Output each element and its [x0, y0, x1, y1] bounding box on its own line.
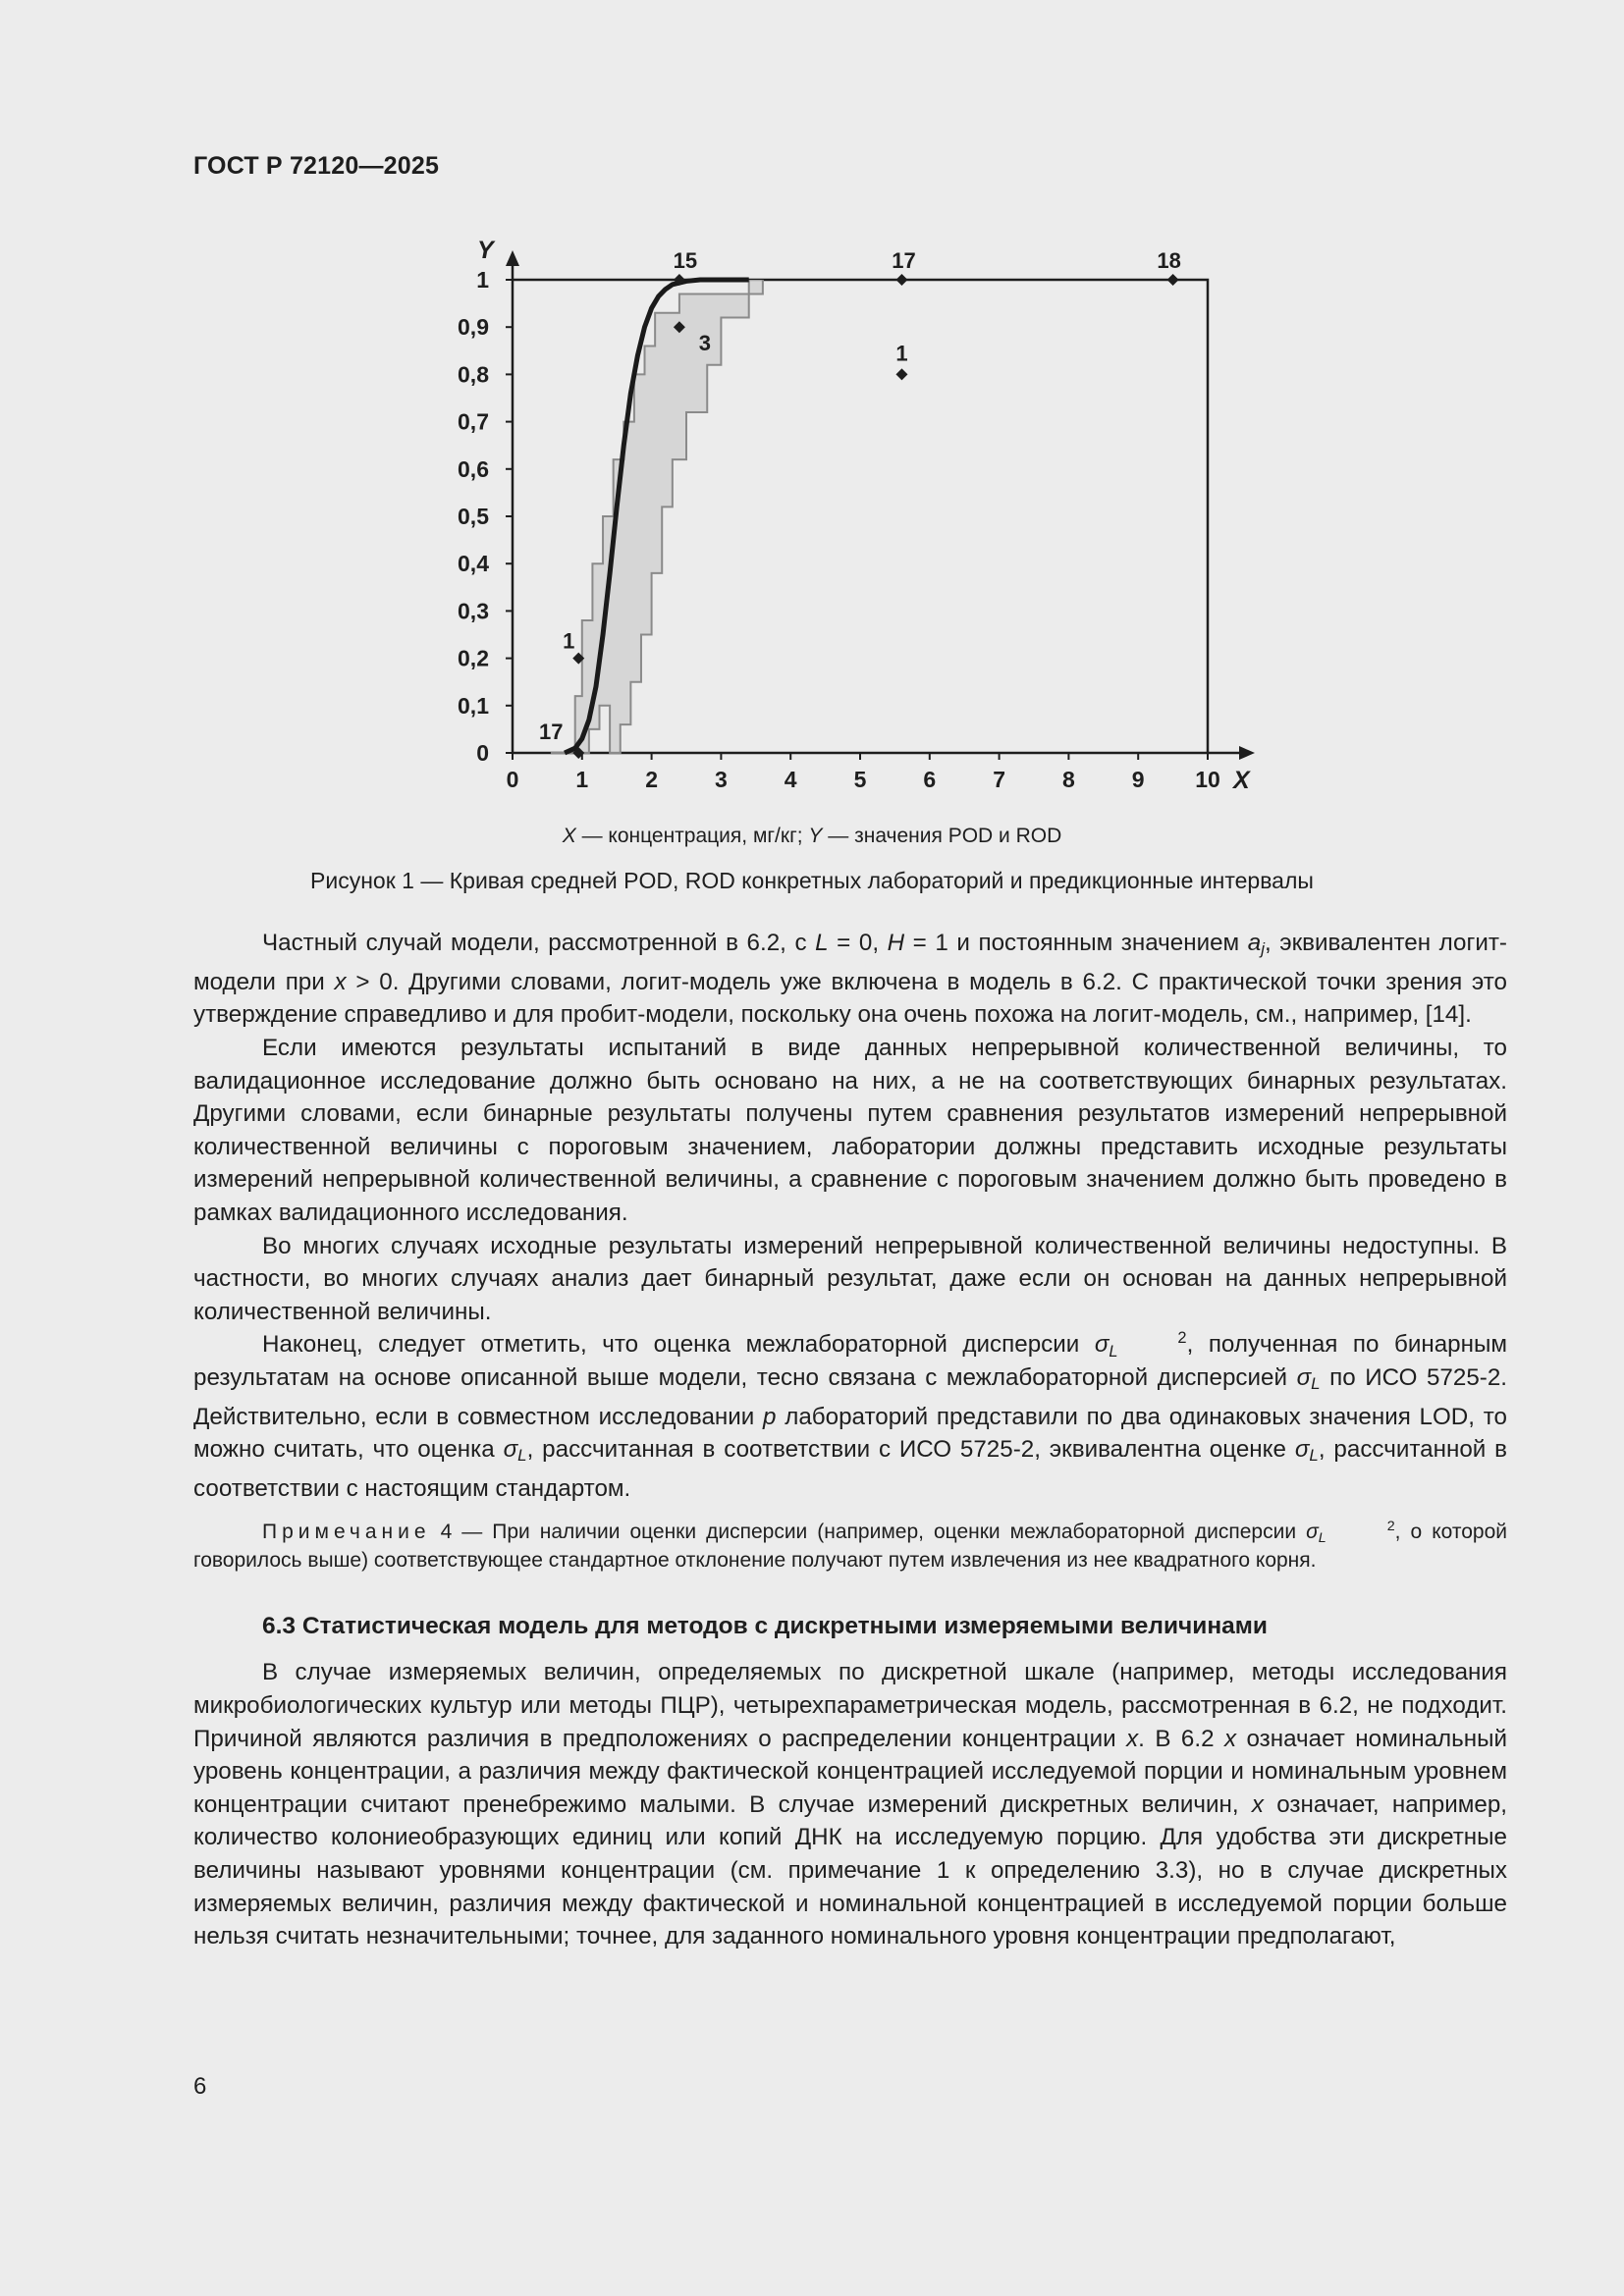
figure-legend: [0, 825, 1624, 848]
x-tick-label: 5: [853, 767, 867, 792]
rod-point: [895, 368, 907, 380]
note-label: Примечание: [262, 1520, 431, 1543]
symbol-x: x: [1251, 1790, 1264, 1818]
x-tick-label: 3: [715, 767, 728, 792]
subscript-L: L: [517, 1446, 527, 1466]
y-tick-label: 0,3: [458, 598, 489, 624]
x-tick-label: 9: [1131, 767, 1145, 792]
paragraph-3: Во многих случаях исходные результаты измерений непрерывной количественной величины недоступны. В частности, во многих случаях анализ дает бинарный результат, даже если он основан на данных непрерывной количественной величины.: [193, 1232, 1507, 1325]
x-axis-label: X: [1233, 767, 1250, 794]
text-run: , рассчитанная в соответствии с ИСО 5725-2, эквивалентна оценке: [526, 1436, 1295, 1464]
symbol-a: a: [1247, 930, 1262, 956]
y-tick-label: 0: [476, 740, 489, 766]
rod-point-label: 3: [698, 331, 712, 356]
x-tick-label: 4: [784, 767, 797, 792]
text-run: , рассчитанной в соответствии с настоящим стандартом.: [193, 1436, 1507, 1503]
text-run: означает номинальный уровень концентрации, а различия между фактической концентрацией исследуемой порции и номинальным уровнем концентрации считают пренебрежимо малыми. В случае измерений дискретных величин,: [193, 1725, 1508, 1818]
section-heading: 6.3 Статистическая модель для методов с дискретными измеряемыми величинами: [262, 1612, 1268, 1639]
x-tick-label: 0: [506, 767, 519, 792]
y-tick-label: 0,1: [458, 692, 489, 719]
text-run: Частный случай модели, рассмотренной в 6.2, с: [262, 930, 816, 956]
page-number: 6: [193, 2073, 207, 2100]
y-tick-label: 1: [476, 267, 489, 293]
sup-sub-2-L: [1318, 1518, 1395, 1547]
text-run: , полученная по бинарным результатам на основе описанной выше модели, тесно связана с межлабораторной дисперсией: [193, 1331, 1507, 1391]
text-run: . В 6.2: [1138, 1725, 1224, 1752]
symbol-sigma: σ: [1306, 1520, 1319, 1543]
text-run: > 0. Другими словами, логит-модель уже включена в модель в 6.2. С практической точки зрения это утверждение справедливо и для пробит-модели, поскольку она очень похожа на логит-модель, см., например, [14].: [193, 968, 1507, 1029]
symbol-sigma: σ: [1296, 1363, 1312, 1391]
note-4: [193, 1518, 1507, 1575]
rod-point-label: 1: [563, 628, 575, 654]
x-tick-label: 8: [1062, 767, 1075, 792]
x-axis-arrow: [1239, 746, 1255, 760]
text-run: В случае измеряемых величин, определяемых по дискретной шкале (например, методы исследования микробиологических культур или методы ПЦР), четырехпараметрическая модель, рассмотренная в 6.2, не подходит. Причиной являются различия в предположениях о распределении концентрации: [193, 1659, 1507, 1752]
document-body: [193, 927, 1507, 1953]
symbol-sigma: σ: [1094, 1331, 1110, 1359]
text-run: = 1 и постоянным значением: [904, 930, 1248, 956]
superscript-2: 2: [1386, 1518, 1395, 1534]
text-run: = 0,: [828, 930, 888, 956]
rod-point-label: 15: [673, 248, 698, 273]
rod-point-label: 1: [895, 341, 908, 366]
y-axis-label: Y: [477, 237, 494, 264]
y-tick-label: 0,6: [458, 455, 489, 482]
y-tick-label: 0,8: [458, 361, 489, 388]
subscript-L: L: [1109, 1343, 1118, 1362]
text-run: Наконец, следует отметить, что оценка межлабораторной дисперсии: [262, 1331, 1095, 1359]
paragraph-4: [193, 1328, 1507, 1505]
paragraph-1: [193, 927, 1507, 1032]
y-axis-arrow: [506, 250, 519, 266]
y-tick-label: 0,7: [458, 408, 489, 435]
y-tick-label: 0,2: [458, 645, 489, 671]
symbol-H: H: [887, 930, 905, 956]
sup-sub-2-L: [1109, 1329, 1187, 1362]
legend-y-description: — значения POD и ROD: [822, 825, 1062, 847]
legend-y-symbol: Y: [808, 825, 823, 847]
figure-caption: Рисунок 1 — Кривая средней POD, ROD конкретных лабораторий и предикционные интервалы: [310, 868, 1314, 893]
text-run: , о которой говорилось выше) соответствующее стандартное отклонение получают путем извлечения из нее квадратного корня.: [193, 1520, 1507, 1572]
x-tick-label: 7: [993, 767, 1005, 792]
superscript-2: 2: [1177, 1329, 1187, 1348]
rod-point-label: 18: [1157, 248, 1181, 273]
y-tick-label: 0,9: [458, 314, 489, 341]
symbol-x: x: [1223, 1725, 1237, 1752]
legend-x-description: — концентрация, мг/кг;: [575, 825, 809, 847]
x-tick-label: 2: [645, 767, 658, 792]
symbol-sigma: σ: [503, 1436, 518, 1464]
paragraph-5: [193, 1656, 1507, 1952]
rod-point: [1167, 274, 1179, 286]
pod-chart: [422, 221, 1267, 810]
symbol-p: p: [763, 1403, 777, 1430]
subscript-j: j: [1261, 939, 1265, 959]
text-run: , эквивалентен логит-модели при: [193, 930, 1507, 995]
subscript-L: L: [1318, 1530, 1326, 1547]
rod-point-label: 17: [892, 248, 916, 273]
document-header: ГОСТ Р 72120—2025: [193, 152, 440, 180]
paragraph-2: Если имеются результаты испытаний в виде данных непрерывной количественной величины, то валидационное исследование должно быть основано на них, а не на соответствующих бинарных результатах. Другими словами, если бинарные результаты получены путем сравнения результатов измерений непрерывной количественной величины с пороговым значением, лаборатории должны представить исходные результаты измерений непрерывной количественной величины, а сравнение с пороговым значением должно быть проведено в рамках валидационного исследования.: [193, 1035, 1507, 1226]
subscript-L: L: [1311, 1374, 1321, 1394]
symbol-sigma: σ: [1294, 1436, 1310, 1464]
x-tick-label: 1: [575, 767, 589, 792]
y-tick-label: 0,4: [458, 551, 489, 577]
text-run: означает, например, количество колониеобразующих единиц или копий ДНК на исследуемую порцию. Для удобства эти дискретные величины называют уровнями концентрации (см. примечание 1 к определению 3.3), но в случае дискретных измеряемых величин, различия между фактической и номинальной концентрацией в исследуемой порции больше нельзя считать незначительными; точнее, для заданного номинального уровня концентрации предполагают,: [193, 1790, 1507, 1950]
text-run: 4 — При наличии оценки дисперсии (например, оценки межлабораторной дисперсии: [430, 1520, 1307, 1543]
subscript-L: L: [1309, 1446, 1319, 1466]
legend-x-symbol: X: [562, 825, 576, 847]
y-tick-label: 0,5: [458, 504, 489, 529]
x-tick-label: 10: [1195, 767, 1220, 792]
text-run: по ИСО 5725-2. Действительно, если в совместном исследовании: [193, 1363, 1507, 1430]
text-run: лабораторий представили по два одинаковых значения LOD, то можно считать, что оценка: [193, 1403, 1507, 1464]
rod-point-label: 17: [539, 720, 564, 744]
symbol-x: x: [1126, 1725, 1139, 1752]
symbol-x: x: [334, 968, 347, 995]
symbol-L: L: [815, 930, 829, 956]
rod-point: [895, 274, 907, 286]
x-tick-label: 6: [923, 767, 937, 792]
